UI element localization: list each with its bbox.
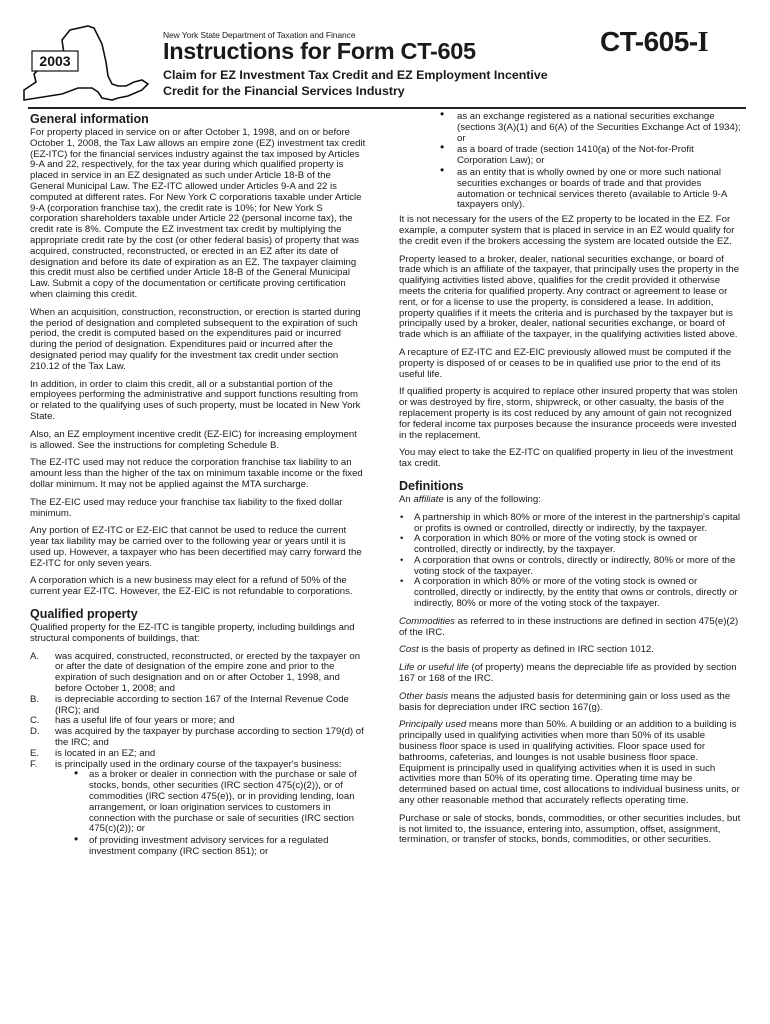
list-item-text: was acquired by the taxpayer by purchase according to section 179(d) of the IRC; and <box>55 726 364 749</box>
definition-text: (of property) means the depreciable life as provided by section 167 or 168 of the IRC. <box>399 662 737 685</box>
business-use-list-continued <box>399 112 741 211</box>
definition-text: means more than 50%. A building or an addition to a building is principally used in qualifying activities when more than 50% of its usable business floor space is used in qualifying activities. Floor space used for bathrooms, cafeterias, and lounges is not usable business floor space. Equipment is principally used in qualifying activities when it is used in such activities more than 50% of its operating time. Operating time may be determined based on actual time, cost allocations to individual business units, or any other reasonable method that accurately reflects operating time. <box>399 719 740 807</box>
definitions-heading: Definitions <box>399 478 464 493</box>
list-item: • A corporation that owns or controls, directly or indirectly, 80% or more of the voting stock of the taxpayer. <box>399 556 741 578</box>
paragraph: Also, an EZ employment incentive credit (EZ-EIC) for increasing employment is allowed. See the instructions for completing Schedule B. <box>30 428 357 451</box>
definition <box>399 617 741 639</box>
definition <box>399 645 741 656</box>
nys-logo <box>22 24 152 104</box>
list-item-text: is depreciable according to section 167 of the Internal Revenue Code (IRC); and <box>55 693 349 716</box>
list-item <box>30 727 366 749</box>
paragraph: If qualified property is acquired to replace other insured property that was stolen or was destroyed by fire, storm, shipwreck, or other casualty, the basis of the replacement property is its cost reduced by any amount of gain not recognized for federal income tax purposes because the insurance proceeds were invested in the replacement. <box>399 386 738 441</box>
page-title: Instructions for Form CT-605 <box>163 38 476 64</box>
list-item-text: has a useful life of four years or more; and <box>55 715 235 727</box>
list-letter: F. <box>30 758 38 770</box>
list-letter: C. <box>30 715 40 727</box>
paragraph: A recapture of EZ-ITC and EZ-EIC previously allowed must be computed if the property is disposed of or ceases to be in qualified use prior to the end of its useful life. <box>399 346 732 380</box>
paragraph: The EZ-EIC used may reduce your franchise tax liability to the fixed dollar minimum. <box>30 496 343 519</box>
form-number <box>600 26 708 59</box>
paragraph: Purchase or sale of stocks, bonds, commodities, or other securities includes, but is not limited to, the issuance, entering into, assumption, offset, assignment, termination, or transfer of stocks, bonds, commodities, or other securities. <box>399 812 741 846</box>
logo-year: 2003 <box>39 53 71 69</box>
qualified-property-heading: Qualified property <box>30 607 138 622</box>
list-item: • as a board of trade (section 1410(a) of the Not-for-Profit Corporation Law); or <box>440 145 741 167</box>
list-item: • A partnership in which 80% or more of the interest in the partnership's capital or profits is owned or controlled, directly or indirectly, by the taxpayer. <box>399 513 741 535</box>
list-letter: D. <box>30 726 40 738</box>
paragraph: Property leased to a broker, dealer, national securities exchange, or board of trade which is an affiliate of the taxpayer, that principally uses the property in the qualifying activities listed above, qualifies for the credit provided it otherwise meets the criteria for qualified property. Any contract or agreement to lease or rent, or for a license to use the property, is considered a lease. In addition, property qualifies if it meets the criteria and is purchased by the taxpayer but is principally used by a broker, dealer, national securities exchange, or board of trade which is an affiliate of the taxpayer, in the qualifying activities listed above. <box>399 253 740 341</box>
list-letter: B. <box>30 693 40 705</box>
form-number-suffix: I <box>697 27 709 58</box>
business-use-list <box>30 770 366 857</box>
definition-text: means the adjusted basis for determining gain or loss used as the basis for depreciation under IRC section 167(g). <box>399 690 731 713</box>
general-info-heading: General information <box>30 112 149 126</box>
list-item-text: is principally used in the ordinary course of the taxpayer's business: <box>55 758 342 770</box>
paragraph: The EZ-ITC used may not reduce the corporation franchise tax liability to an amount less than the higher of the tax on minimum taxable income or the fixed dollar minimum. It may not be applied against the MTA surcharge. <box>30 457 363 490</box>
list-item <box>30 652 366 695</box>
paragraph: In addition, in order to claim this credit, all or a substantial portion of the employees performing the administrative and support functions resulting from or related to the qualifying uses of such property, must be located in New York State. <box>30 378 361 422</box>
definition <box>399 720 741 806</box>
list-item: • as an exchange registered as a national securities exchange (sections 3(A)(1) and 6(A) of the Securities Exchange Act of 1934); or <box>440 112 741 144</box>
right-column <box>399 112 741 853</box>
qualified-intro: Qualified property for the EZ-ITC is tangible property, including buildings and structural components of buildings, that: <box>30 622 355 644</box>
definition-term: Commodities <box>399 615 455 627</box>
list-item: • as an entity that is wholly owned by one or more such national securities exchanges or boards of trade and that provides automation or technical services thereto (available to Article 9-A taxpayers only). <box>440 168 741 211</box>
page-subtitle: Claim for EZ Investment Tax Credit and EZ Employment Incentive Credit for the Financial Services Industry <box>163 68 548 98</box>
list-item: • A corporation in which 80% or more of the voting stock is owned or controlled, directly or indirectly, by the taxpayer. <box>399 534 741 556</box>
definition-term: Cost <box>399 644 419 656</box>
list-letter: E. <box>30 747 40 759</box>
affiliate-post: is any of the following: <box>443 493 541 505</box>
definition-text: is the basis of property as defined in IRC section 1012. <box>418 644 654 656</box>
definition-term: Life or useful life <box>399 662 469 674</box>
form-number-main: CT-605- <box>600 26 698 57</box>
affiliate-list <box>399 513 741 610</box>
definition <box>399 663 741 685</box>
list-item: • of providing investment advisory services for a regulated investment company (IRC section 851); or <box>74 836 366 858</box>
list-item-text: is located in an EZ; and <box>55 747 156 759</box>
affiliate-term: affiliate <box>413 493 444 505</box>
definition <box>399 692 741 714</box>
list-letter: A. <box>30 650 40 662</box>
qualified-criteria-list <box>30 652 366 771</box>
list-item: • A corporation in which 80% or more of the voting stock is owned or controlled, directly or indirectly, by the entity that owns or controls, directly or indirectly, 80% or more of the voting stock of the taxpayer. <box>399 577 741 609</box>
paragraph: For property placed in service on or after October 1, 1998, and on or before October 1, 2008, the Tax Law allows an empire zone (EZ) investment tax credit (EZ-ITC) for the financial services industry against the tax imposed by Articles 9-A and 22, respectively, for the tax year during which qualified property is placed in service in an EZ designated as such under Article 18-B of the General Municipal Law. The EZ-ITC allowed under Articles 9-A and 22 is computed at different rates. For New York C corporations taxable under Article 9-A (corporation franchise tax), the credit rate is 10%; for New York S corporation shareholders taxable under Article 22 (personal income tax), the credit rate is 8%. Compute the EZ investment tax credit by multiplying the appropriate credit rate by the cost (or other federal basis) of property that was acquired, constructed, reconstructed, or erected in an EZ after its date of designation and before its date of expiration as an EZ. The taxpayer claiming this credit must also be certified under Article 18-B of the General Municipal Law. Submit a copy of the documentation or certificate proving certification when claiming this credit. <box>30 127 366 300</box>
paragraph: It is not necessary for the users of the EZ property to be located in the EZ. For example, a computer system that is placed in service in an EZ would qualify for the credit even if the brokers accessing the system are located outside the EZ. <box>399 214 735 247</box>
affiliate-intro <box>399 495 741 506</box>
definition-text: as referred to in these instructions are defined in section 475(e)(2) of the IRC. <box>399 615 739 638</box>
paragraph: When an acquisition, construction, reconstruction, or erection is started during the period of designation and completed subsequent to the expiration of such period, the credit is computed based on the expenditures paid or incurred during the period of designation. Expenditures paid or incurred after the designated period may qualify for the investment tax credit under section 210.12 of the Tax Law. <box>30 306 361 372</box>
paragraph: A corporation which is a new business may elect for a refund of 50% of the current year EZ-ITC. However, the EZ-EIC is not refundable to corporations. <box>30 575 353 598</box>
definition-term: Other basis <box>399 690 449 702</box>
paragraph: You may elect to take the EZ-ITC on qualified property in lieu of the investment tax credit. <box>399 447 734 470</box>
affiliate-pre: An <box>399 493 414 505</box>
header-divider <box>28 107 746 109</box>
left-column <box>30 112 366 859</box>
list-item <box>30 695 366 717</box>
paragraph: Any portion of EZ-ITC or EZ-EIC that cannot be used to reduce the current year tax liability may be carried over to the following year or years until it is used up. However, a taxpayer who has been decertified may carry forward the EZ-ITC for only seven years. <box>30 525 362 569</box>
list-item-text: was acquired, constructed, reconstructed, or erected by the taxpayer on or after the date of designation of the empire zone and prior to the expiration of such designation and on or after October 1, 1998, and before October 1, 2008; and <box>55 650 361 695</box>
list-item: • as a broker or dealer in connection with the purchase or sale of stocks, bonds, other securities (IRC section 475(c)(2)), or of commodities (IRC section 475(e)), or in providing lending, loan arrangement, or loan origination services to customers in connection with the purchase or sale of securities (IRC section 475(c)(2)); or <box>74 770 366 835</box>
definition-term: Principally used <box>399 719 467 731</box>
department-name: New York State Department of Taxation and Finance <box>163 30 356 40</box>
